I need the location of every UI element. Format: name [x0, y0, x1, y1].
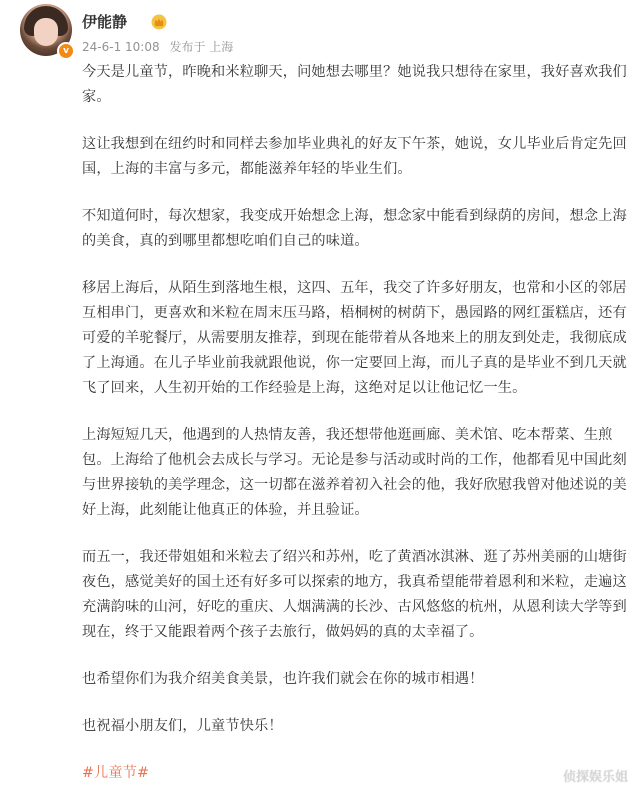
post-paragraph: 也希望你们为我介绍美食美景，也许我们就会在你的城市相遇！: [82, 671, 484, 687]
username[interactable]: 伊能静: [82, 13, 128, 31]
post-content: [82, 60, 628, 786]
post-source: 发布于 上海: [169, 40, 234, 54]
post-paragraph: 今天是儿童节，昨晚和米粒聊天，问她想去哪里？她说我只想待在家里，我好喜欢我们家。: [82, 64, 627, 105]
post-paragraph: 不知道何时，每次想家，我变成开始想念上海，想念家中能看到绿荫的房间，想念上海的美食，真的到哪里都想吃咱们自己的味道。: [82, 208, 627, 249]
post-paragraph: 也祝福小朋友们，儿童节快乐！: [82, 718, 283, 734]
post-paragraph: 而五一，我还带姐姐和米粒去了绍兴和苏州，吃了黄酒冰淇淋、逛了苏州美丽的山塘街夜色，感觉美好的国土还有好多可以探索的地方，我真希望能带着恩利和米粒，走遍这充满韵味的山河，好吃的重庆、人烟满满的长沙、古风悠悠的杭州，从恩利读大学等到现在，终于又能跟着两个孩子去旅行，做妈妈的真的太幸福了。: [82, 549, 627, 640]
post-meta: [82, 39, 239, 55]
post-paragraph: 移居上海后，从陌生到落地生根，这四、五年，我交了许多好朋友，也常和小区的邻居互相串门，更喜欢和米粒在周末压马路，梧桐树的树荫下，愚园路的网红蛋糕店，还有可爱的羊驼餐厅，从需要朋友推荐，到现在能带着从各地来上的朋友到处走，我彻底成了上海通。在儿子毕业前我就跟他说，你一定要回上海，而儿子真的是毕业不到几天就飞了回来，人生初开始的工作经验是上海，这绝对足以让他记忆一生。: [82, 280, 627, 396]
post-paragraph: 上海短短几天，他遇到的人热情友善，我还想带他逛画廊、美术馆、吃本帮菜、生煎包。上海给了他机会去成长与学习。无论是参与活动或时尚的工作，他都看见中国此刻与世界接轨的美学理念，这一切都在滋养着初入社会的他，我好欣慰我曾对他述说的美好上海，此刻能让他真正的体验，并且验证。: [82, 427, 627, 518]
verified-badge-icon: v: [57, 42, 75, 60]
post-header: [20, 4, 620, 60]
post-timestamp[interactable]: 24-6-1 10:08: [82, 40, 160, 54]
crown-icon[interactable]: [151, 14, 167, 30]
watermark: 侦探娱乐姐: [562, 770, 628, 785]
avatar-face: [34, 18, 58, 46]
hashtag-link[interactable]: #儿童节#: [82, 765, 150, 781]
post-paragraph: 这让我想到在纽约时和同样去参加毕业典礼的好友下午茶，她说，女儿毕业后肯定先回国，上海的丰富与多元，都能滋养年轻的毕业生们。: [82, 136, 627, 177]
